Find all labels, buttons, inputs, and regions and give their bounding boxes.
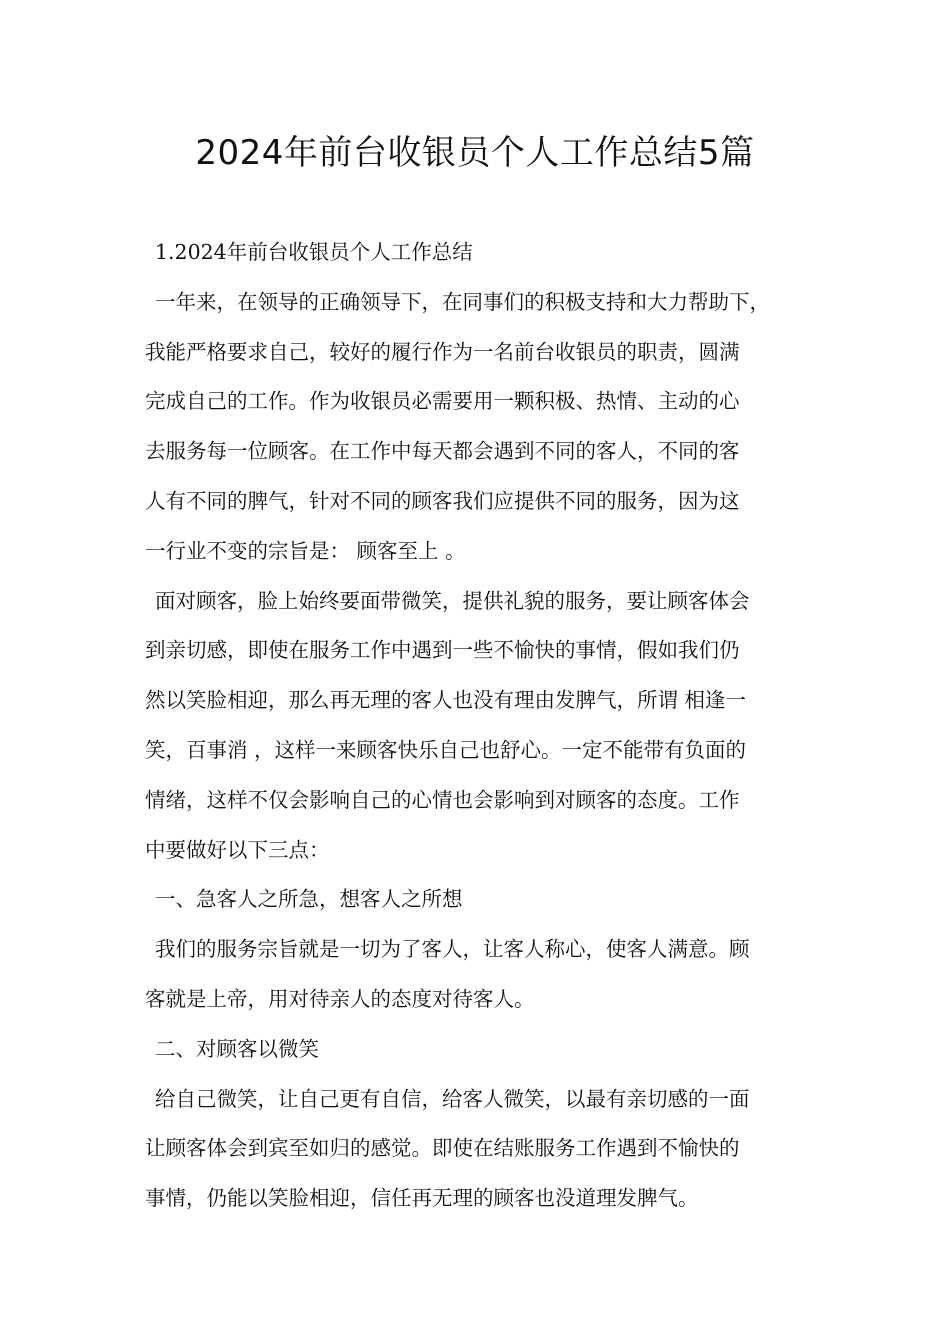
paragraph-line: 一、急客人之所急，想客人之所想 — [155, 887, 463, 912]
paragraph-line: 笑，百事消 ，这样一来顾客快乐自己也舒心。一定不能带有负面的 — [145, 737, 747, 762]
document-title: 2024年前台收银员个人工作总结5篇 — [195, 133, 755, 173]
paragraph-line: 客就是上帝，用对待亲人的态度对待客人。 — [145, 986, 535, 1011]
paragraph-line: 到亲切感，即使在服务工作中遇到一些不愉快的事情，假如我们仍 — [145, 638, 740, 663]
paragraph-line: 然以笑脸相迎，那么再无理的客人也没有理由发脾气，所谓 相逢一 — [145, 688, 747, 713]
paragraph-line: 二、对顾客以微笑 — [155, 1036, 319, 1061]
document-body — [145, 228, 810, 1224]
paragraph-line: 情绪，这样不仅会影响自己的心情也会影响到对顾客的态度。工作 — [145, 787, 740, 812]
paragraph-line: 我能严格要求自己，较好的履行作为一名前台收银员的职责，圆满 — [145, 339, 740, 364]
paragraph-line: 一行业不变的宗旨是： 顾客至上 。 — [145, 538, 466, 563]
paragraph-line: 让顾客体会到宾至如归的感觉。即使在结账服务工作遇到不愉快的 — [145, 1136, 740, 1161]
paragraph-line: 事情，仍能以笑脸相迎，信任再无理的顾客也没道理发脾气。 — [145, 1186, 699, 1211]
paragraph-line: 去服务每一位顾客。在工作中每天都会遇到不同的客人，不同的客 — [145, 439, 740, 464]
paragraph-line: 面对顾客，脸上始终要面带微笑，提供礼貌的服务，要让顾客体会 — [155, 588, 750, 613]
paragraph-line: 1.2024年前台收银员个人工作总结 — [155, 240, 473, 264]
paragraph-line: 中要做好以下三点： — [145, 837, 330, 862]
paragraph-line: 人有不同的脾气，针对不同的顾客我们应提供不同的服务，因为这 — [145, 488, 740, 513]
paragraph-line: 一年来，在领导的正确领导下，在同事们的积极支持和大力帮助下， — [155, 289, 770, 314]
paragraph-line: 给自己微笑，让自己更有自信，给客人微笑，以最有亲切感的一面 — [155, 1086, 750, 1111]
paragraph-line: 完成自己的工作。作为收银员必需要用一颗积极、热情、主动的心 — [145, 389, 740, 414]
paragraph-line: 我们的服务宗旨就是一切为了客人，让客人称心，使客人满意。顾 — [155, 937, 750, 962]
